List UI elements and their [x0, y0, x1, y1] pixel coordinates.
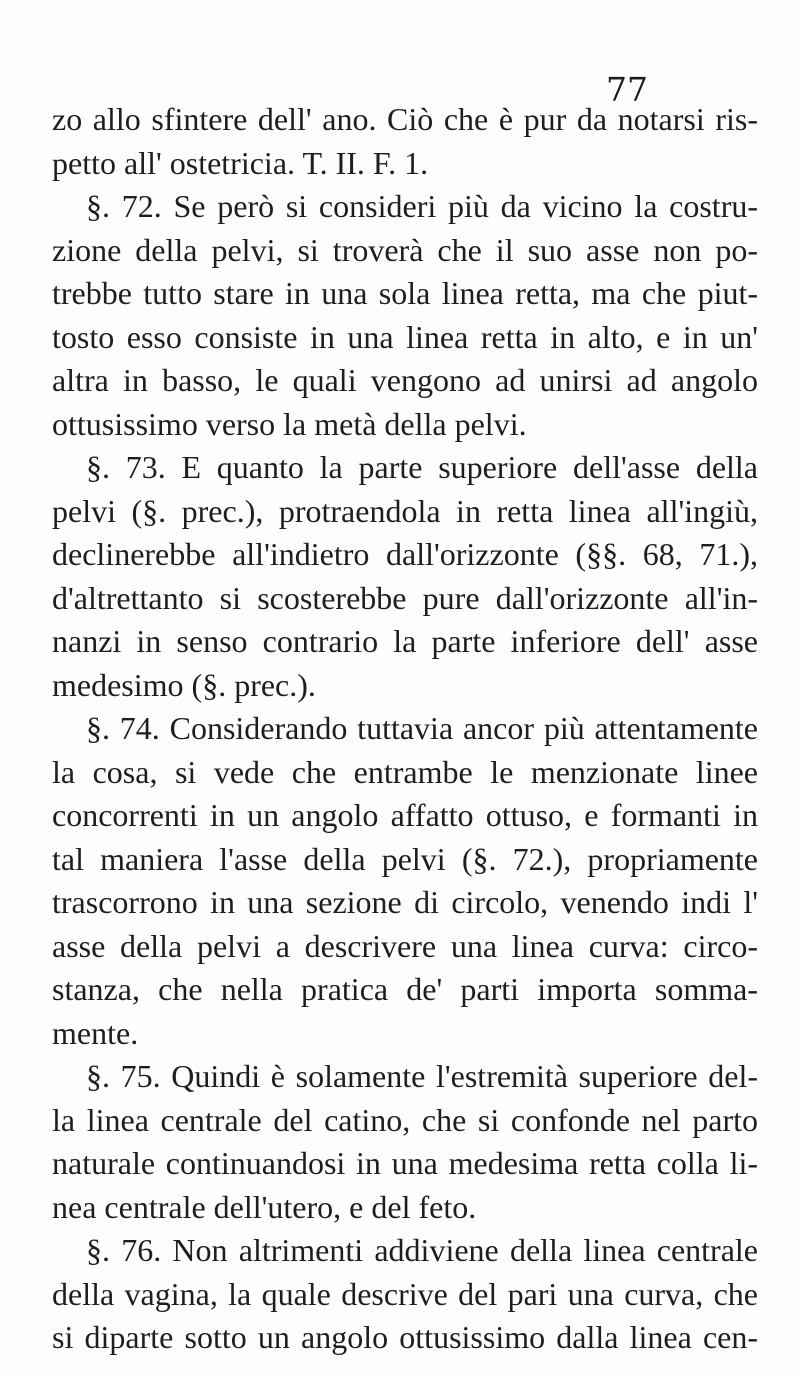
text-line: asse della pelvi a descrivere una linea curva: circo- [52, 927, 758, 964]
text-line: nanzi in senso contrario la parte inferiore dell' asse [52, 623, 758, 659]
text-line: zo allo sfintere dell' ano. Ciò che è pur da notarsi ris- [52, 101, 758, 137]
body-text [52, 98, 758, 1360]
text-line: nea centrale dell'utero, e del feto. [52, 1188, 477, 1225]
text-line: stanza, che nella pratica de' parti importa somma- [52, 971, 758, 1007]
text-line: ottusissimo verso la metà della pelvi. [52, 405, 527, 442]
text-line: concorrenti in un angolo affatto ottuso, e formanti in [52, 797, 758, 833]
text-line: trascorrono in una sezione di circolo, venendo indi l' [52, 884, 758, 920]
text-line: d'altrettanto si scosterebbe pure dall'orizzonte all'in- [52, 579, 758, 616]
text-line: §. 75. Quindi è solamente l'estremità superiore del- [86, 1058, 758, 1094]
text-line: medesimo (§. prec.). [52, 666, 316, 703]
text-line: la cosa, si vede che entrambe le menzionate linee [52, 753, 758, 790]
text-line: §. 73. E quanto la parte superiore dell'asse della [86, 449, 758, 485]
page-number: 77 [606, 70, 648, 109]
text-line: §. 76. Non altrimenti addiviene della linea centrale [86, 1232, 758, 1268]
text-line: tal maniera l'asse della pelvi (§. 72.), propriamente [52, 840, 758, 877]
text-line: trebbe tutto stare in una sola linea retta, ma che piut- [52, 275, 758, 311]
text-line: §. 72. Se però si consideri più da vicino la costru- [86, 188, 758, 224]
text-line: tosto esso consiste in una linea retta in alto, e in un' [52, 318, 758, 355]
text-line: si diparte sotto un angolo ottusissimo dalla linea cen- [52, 1319, 758, 1355]
text-line: mente. [52, 1014, 139, 1051]
text-line: naturale continuandosi in una medesima retta colla li- [52, 1145, 758, 1181]
text-line: la linea centrale del catino, che si confonde nel parto [52, 1101, 758, 1138]
text-line: zione della pelvi, si troverà che il suo asse non po- [52, 231, 758, 268]
text-line: della vagina, la quale descrive del pari una curva, che [52, 1275, 758, 1312]
text-line: pelvi (§. prec.), protraendola in retta linea all'ingiù, [52, 492, 758, 529]
text-line: §. 74. Considerando tuttavia ancor più attentamente [86, 710, 758, 746]
text-line: declinerebbe all'indietro dall'orizzonte (§§. 68, 71.), [52, 536, 758, 572]
text-line: petto all' ostetricia. T. II. F. 1. [52, 144, 429, 181]
text-line: altra in basso, le quali vengono ad unirsi ad angolo [52, 362, 758, 398]
